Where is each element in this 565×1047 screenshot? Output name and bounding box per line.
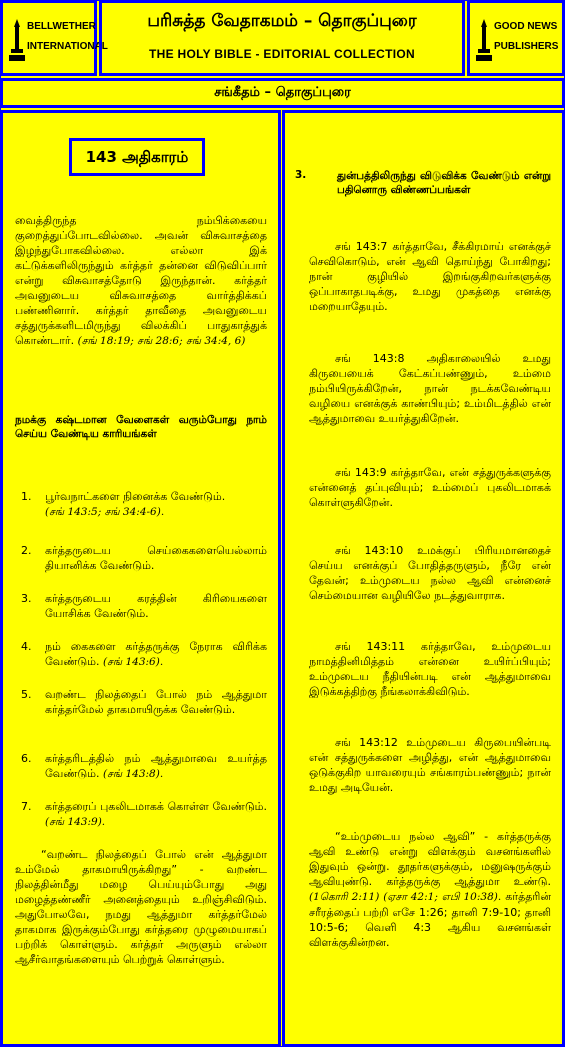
list-item: 3. கர்த்தருடைய கரத்தின் கிரியைகளை யோசிக்க வேண்டும்.	[21, 592, 267, 620]
list-item: 6. கர்த்தரிடத்தில் நம் ஆத்துமாவை உயர்த்த வேண்டும். (சங் 143:8).	[21, 752, 267, 780]
title-tamil: பரிசுத்த வேதாகமம் – தொகுப்புரை	[147, 11, 417, 31]
intro-ref: (சங் 18:19; சங் 28:6; சங் 34:4, 6)	[77, 335, 246, 347]
bellwether-logo-box	[0, 0, 108, 76]
verse-paragraph: சங் 143:12 உம்முடைய கிருபையின்படி என் சத்துருக்களை அழித்து, என் ஆத்துமாவை ஒடுக்குகிற யாவரையும் சங்காரம்பண்ணும்; நான் உமது அடியேன்.	[309, 736, 551, 794]
item-ref: (சங் 143:5; சங் 34:4-6).	[45, 506, 165, 518]
item-text: நம் கைகளை கர்த்தருக்கு நேராக விரிக்க வேண்டும்.	[45, 640, 267, 668]
item-text: கர்த்தருடைய செய்கைகளையெல்லாம் தியானிக்க வேண்டும்.	[45, 544, 267, 572]
section-number: 3.	[295, 169, 307, 181]
verse-paragraph: சங் 143:10 உமக்குப் பிரியமானதைச் செய்ய எனக்குப் போதித்தருளும், நீரே என் தேவன்; உம்முடைய நல்ல ஆவி என்னைச் செம்மையான வழியிலே நடத்துவாராக.	[309, 544, 551, 602]
chapter-label: 143 அதிகாரம்	[69, 138, 205, 176]
section-subtitle: சங்கீதம் – தொகுப்புரை	[0, 78, 565, 108]
closing-text-a: “உம்முடைய நல்ல ஆவி” - கர்த்தருக்கு ஆவி உண்டு என்று விளக்கும் வசனங்களில் இதுவும் ஒன்று. தூதர்களுக்கும், மனுஷருக்கும் ஆவியுண்டு. கர்த்தருக்கு ஆத்துமா உண்டு.	[309, 830, 551, 888]
section-heading: நமக்கு கஷ்டமான வேளைகள் வரும்போது நாம் செய்ய வேண்டிய காரியங்கள்	[15, 414, 267, 440]
right-column	[282, 110, 565, 1047]
verse-paragraph: சங் 143:8 அதிகாலையில் உமது கிருபையைக் கேட்கப்பண்ணும், உம்மை நம்பியிருக்கிறேன், நான் நடக்கவேண்டிய வழியை எனக்குக் காண்பியும்; உம்மிடத்தில் என் ஆத்துமாவை உயர்த்துகிறேன்.	[309, 352, 551, 425]
verse-paragraph: சங் 143:9 கர்த்தாவே, என் சத்துருக்களுக்கு என்னைத் தப்புவியும்; உம்மைப் புகலிடமாகக் கொள்ளுகிறேன்.	[309, 466, 551, 509]
list-item: 1. பூர்வநாட்களை நினைக்க வேண்டும். (சங் 143:5; சங் 34:4-6).	[21, 490, 226, 518]
verse-paragraph: சங் 143:11 கர்த்தாவே, உம்முடைய நாமத்தினிமித்தம் என்னை உயிர்ப்பியும்; உம்முடைய நீதியின்படி என் ஆத்துமாவை இடுக்கத்திற்கு நீங்கலாக்கிவிடும்.	[309, 640, 551, 698]
closing-ref: (1கொரி 2:11) (ஏசா 42:1; எபி 10:38).	[309, 891, 502, 903]
title-box	[99, 0, 465, 76]
closing-paragraph	[309, 829, 551, 950]
item-text: கர்த்தரைப் புகலிடமாகக் கொள்ள வேண்டும்.	[45, 800, 267, 813]
list-item: 7. கர்த்தரைப் புகலிடமாகக் கொள்ள வேண்டும். (சங் 143:9).	[21, 800, 267, 828]
goodnews-logo-box	[467, 0, 565, 76]
bellwether-logo	[9, 13, 108, 65]
closing-text-b: கர்த்தரின் சரீரத்தைப் பற்றி எசே 1:26; தானி 7:9-10; தானி 10:5-6; வெளி 4:3 ஆகிய வசனங்கள் விளக்குகின்றன.	[309, 890, 551, 949]
list-item: 2. கர்த்தருடைய செய்கைகளையெல்லாம் தியானிக்க வேண்டும்.	[21, 544, 267, 572]
intro-text: வைத்திருந்த நம்பிக்கையை குறைத்துப்போடவில்லை. அவன் விசுவாசத்தை இழந்துபோகவில்லை. எல்லா இக் கட்டுக்களிலிருந்தும் கர்த்தர் தன்னை விடுவிப்பார் என்று விசுவாசத்தோடு இருந்தான். கர்த்தர் அவனுடைய விசுவாசத்தை வார்த்திக்கப் பண்ணினார். கர்த்தர் தாவீதை அவனுடைய சத்துருக்களிடமிருந்து விலக்கிப் பாதுகாத்துக் கொண்டார்.	[15, 214, 267, 347]
lamp-icon	[9, 17, 25, 63]
lamp-icon	[476, 17, 492, 63]
list-item: 5. வறண்ட நிலத்தைப் போல் நம் ஆத்துமா கர்த்தர்மேல் தாகமாயிருக்க வேண்டும்.	[21, 688, 267, 716]
title-english: THE HOLY BIBLE - EDITORIAL COLLECTION	[148, 47, 415, 61]
closing-paragraph: “வறண்ட நிலத்தைப் போல் என் ஆத்துமா உம்மேல் தாகமாயிருக்கிறது” - வறண்ட நிலத்தின்மீது மழை பெய்யும்போது அது மழைத்தண்ணீர் அனைத்தையும் உறிஞ்சிவிடும். அதுபோலவே, நமது ஆத்துமா கர்த்தர்மேல் தாகமாக இருக்கும்போது கர்த்தரை முழுமையாகப் பற்றிக் கொள்ளும். கர்த்தர் அருளும் எல்லா ஆசீர்வாதங்களையும் பெற்றுக் கொள்ளும்.	[15, 848, 267, 966]
logo-line-2: INTERNATIONAL	[27, 41, 108, 52]
item-text: பூர்வநாட்களை நினைக்க வேண்டும்.	[45, 490, 226, 503]
item-text: கர்த்தருடைய கரத்தின் கிரியைகளை யோசிக்க வேண்டும்.	[45, 592, 267, 620]
item-ref: (சங் 143:8).	[103, 768, 164, 780]
logo-line-2: PUBLISHERS	[494, 41, 559, 52]
left-column	[0, 110, 281, 1047]
item-ref: (சங் 143:9).	[45, 816, 106, 828]
section-heading: துன்பத்திலிருந்து விடுவிக்க வேண்டும் என்று பதினொரு விண்ணப்பங்கள்	[337, 170, 551, 196]
logo-line-1: BELLWETHER	[27, 21, 96, 32]
logo-line-1: GOOD NEWS	[494, 21, 558, 32]
intro-paragraph	[15, 213, 267, 349]
list-item: 4. நம் கைகளை கர்த்தருக்கு நேராக விரிக்க வேண்டும். (சங் 143:6).	[21, 640, 267, 668]
item-text: கர்த்தரிடத்தில் நம் ஆத்துமாவை உயர்த்த வேண்டும்.	[45, 752, 267, 780]
goodnews-logo	[476, 13, 560, 65]
item-ref: (சங் 143:6).	[103, 656, 164, 668]
item-text: வறண்ட நிலத்தைப் போல் நம் ஆத்துமா கர்த்தர்மேல் தாகமாயிருக்க வேண்டும்.	[45, 688, 267, 716]
verse-paragraph: சங் 143:7 கர்த்தாவே, சீக்கிரமாய் எனக்குச் செவிகொடும், என் ஆவி தொய்ந்து போகிறது; நான் குழியில் இறங்குகிறவர்களுக்கு ஒப்பாகாதபடிக்கு, உமது முகத்தை எனக்கு மறையாதேயும்.	[309, 240, 551, 313]
